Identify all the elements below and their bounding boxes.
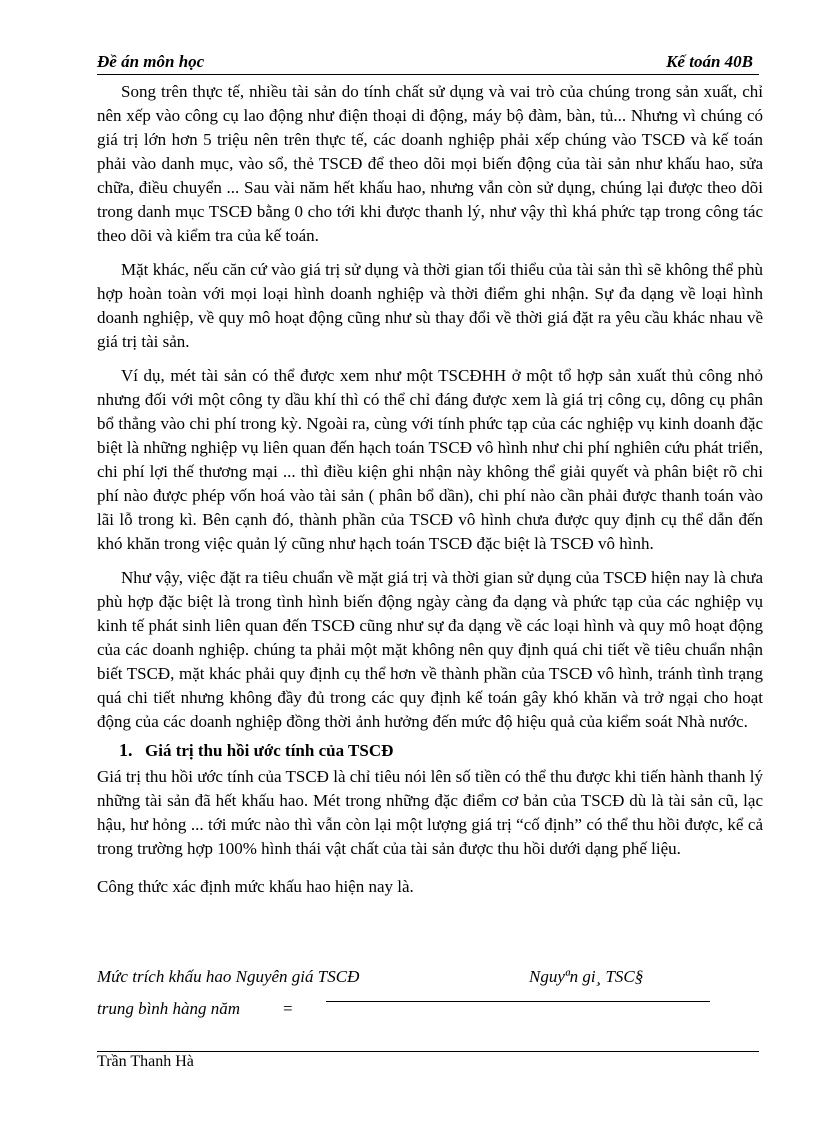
document-body (97, 80, 763, 899)
formula-left-line2: trung bình hàng năm (97, 999, 241, 1018)
depreciation-formula (97, 967, 777, 1027)
formula-numerator: Nguyªn gi¸ TSC§ (529, 967, 644, 986)
section-number: 1. (119, 740, 133, 760)
formula-equals: = (283, 999, 293, 1018)
footer-divider (97, 1051, 759, 1052)
fraction-line (326, 1001, 710, 1002)
paragraph-3: Ví dụ, mét tài sản có thể được xem như một TSCĐHH ở một tổ hợp sản xuất thủ công nhỏ nhưng đối với một công ty dầu khí thì có thể chỉ đáng được xem là giá trị công cụ, dông cụ phân bổ thẳng vào chi phí trong kỳ. Ngoài ra, cùng với tính phức tạp của các nghiệp vụ kinh doanh đặc biệt là những nghiệp vụ liên quan đến hạch toán TSCĐ vô hình như chi phí nghiên cứu phát triển, chi phí lợi thế thương mại ... thì điều kiện ghi nhận này không thể giải quyết và phân biệt rõ chi phí nào được phép vốn hoá vào tài sản ( phân bổ dần), chi phí nào cần phải được thanh toán vào lãi lỗ trong kì. Bên cạnh đó, thành phần của TSCĐ vô hình chưa được quy định cụ thể dẫn đến khó khăn trong việc quản lý cũng như hạch toán TSCĐ đặc biệt là TSCĐ vô hình. (97, 366, 763, 553)
paragraph-1: Song trên thực tế, nhiều tài sản do tính chất sử dụng và vai trò của chúng trong sản xuất, chỉ nên xếp vào công cụ lao động như điện thoại di động, máy bộ đàm, bàn, tủ... Nhưng vì chúng có giá trị lớn hơn 5 triệu nên trên thực tế, các doanh nghiệp phải xếp chúng vào TSCĐ và kế toán phải vào danh mục, vào sổ, thẻ TSCĐ để theo dõi mọi biến động của tài sản như khấu hao, sửa chữa, điều chuyển ... Sau vài năm hết khấu hao, nhưng vẫn còn sử dụng, chúng lại được theo dõi trong danh mục TSCĐ bằng 0 cho tới khi được thanh lý, như vậy thì khá phức tạp trong công tác theo dõi và kiểm tra của kế toán. (97, 82, 763, 245)
formula-left-line1: Mức trích khấu hao Nguyên giá TSCĐ (97, 967, 360, 986)
section-paragraph: Giá trị thu hồi ước tính của TSCĐ là chỉ tiêu nói lên số tiền có thể thu được khi tiến hành thanh lý những tài sản đã hết khấu hao. Mét trong những đặc điểm cơ bản của TSCĐ dù là tài sản cũ, lạc hậu, hư hỏng ... tới mức nào thì vẫn còn lại một lượng giá trị “cố định” có thể thu hồi được, kể cả trong trường hợp 100% hình thái vật chất của tài sản được thu hồi dưới dạng phế liệu. (97, 767, 763, 858)
footer-author: Trần Thanh Hà (97, 1053, 194, 1070)
page-header (97, 52, 759, 75)
header-course-title: Đề án môn học (97, 52, 205, 71)
section-title: Giá trị thu hồi ước tính của TSCĐ (145, 741, 394, 760)
section-heading (97, 738, 763, 763)
paragraph-4: Như vậy, việc đặt ra tiêu chuẩn về mặt giá trị và thời gian sử dụng của TSCĐ hiện nay là chưa phù hợp đặc biệt là trong tình hình biến động ngày càng đa dạng và phức tạp của các nghiệp vụ kinh tế phát sinh liên quan đến TSCĐ cũng như sự đa dạng về các loại hình và quy mô hoạt động của các doanh nghiệp. chúng ta phải một mặt không nên quy định quá chi tiết về tiêu chuẩn nhận biết TSCĐ, mặt khác phải quy định cụ thể hơn về thành phần của TSCĐ vô hình, tránh tình trạng quá chi tiết nhưng không đầy đủ trong các quy định kế toán gây khó khăn và trở ngại cho hoạt động của các doanh nghiệp đồng thời ảnh hưởng đến mức độ hiệu quả của kiểm soát Nhà nước. (97, 568, 763, 731)
formula-intro: Công thức xác định mức khấu hao hiện nay là. (97, 877, 414, 896)
header-class-name: Kế toán 40B (666, 52, 753, 71)
paragraph-2: Mặt khác, nếu căn cứ vào giá trị sử dụng và thời gian tối thiểu của tài sản thì sẽ không thể phù hợp hoàn toàn với mọi loại hình doanh nghiệp và thời điểm ghi nhận. Sự đa dạng về loại hình doanh nghiệp, về quy mô hoạt động cũng như sù thay đổi về thời giá đặt ra yêu cầu khác nhau về giá trị tài sản. (97, 260, 763, 351)
